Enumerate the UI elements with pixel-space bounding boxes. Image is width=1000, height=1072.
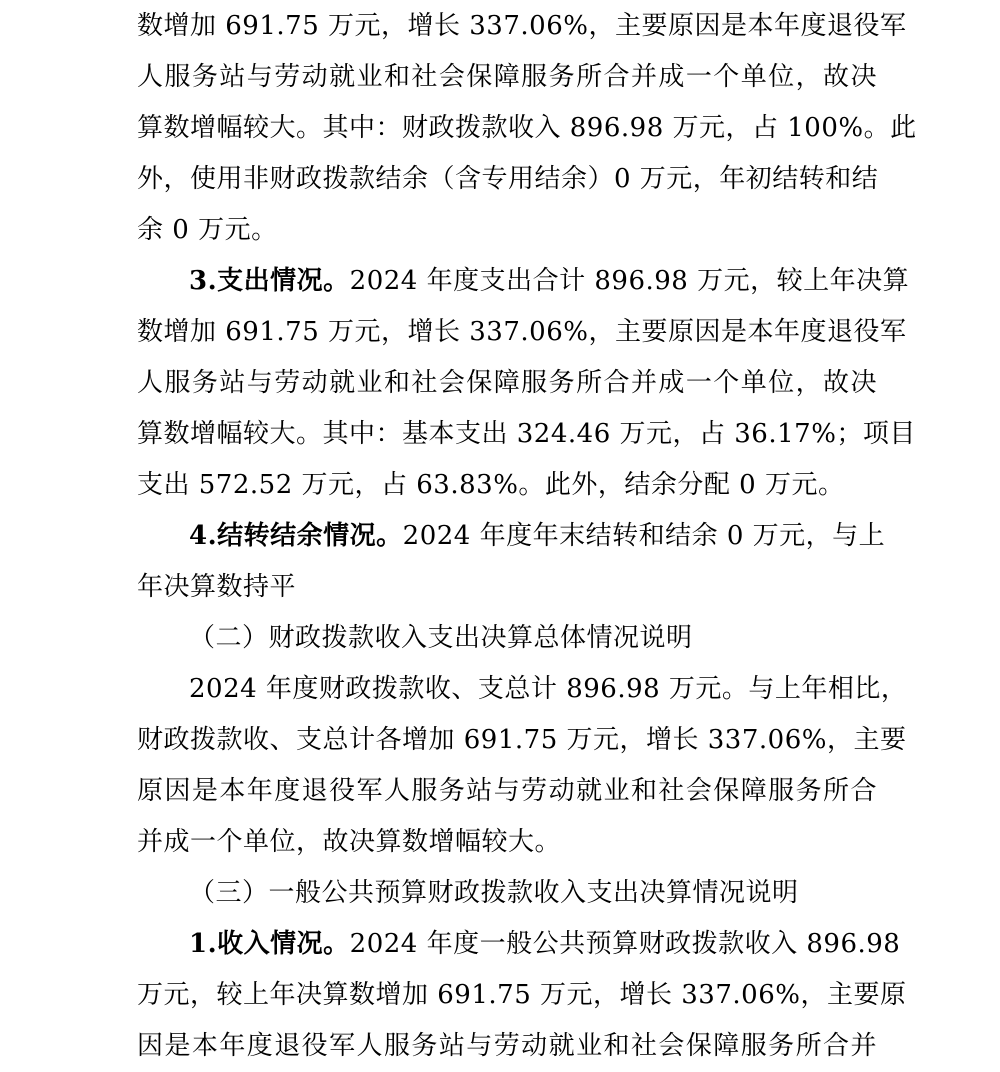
- text-line: 余 0 万元。: [137, 215, 278, 245]
- text-line: 因是本年度退役军人服务站与劳动就业和社会保障服务所合并: [137, 1031, 877, 1061]
- text-line: 人服务站与劳动就业和社会保障服务所合并成一个单位，故决: [137, 62, 877, 92]
- text-line: 人服务站与劳动就业和社会保障服务所合并成一个单位，故决: [137, 368, 877, 398]
- text-line: 数增加 691.75 万元，增长 337.06%，主要原因是本年度退役军: [137, 11, 907, 41]
- text-line: 万元，较上年决算数增加 691.75 万元，增长 337.06%，主要原: [137, 980, 907, 1010]
- text-line: 财政拨款收、支总计各增加 691.75 万元，增长 337.06%，主要: [137, 725, 907, 755]
- text-line: 数增加 691.75 万元，增长 337.06%，主要原因是本年度退役军: [137, 317, 907, 347]
- text-line: 算数增幅较大。其中：基本支出 324.46 万元，占 36.17%；项目: [137, 419, 916, 449]
- income-heading-line: 1.收入情况。2024 年度一般公共预算财政拨款收入 896.98: [189, 929, 901, 959]
- expenditure-heading-line: 3.支出情况。2024 年度支出合计 896.98 万元，较上年决算: [189, 266, 910, 296]
- text-line: 并成一个单位，故决算数增幅较大。: [137, 827, 562, 857]
- document-page: [137, 0, 917, 1072]
- text-line: 算数增幅较大。其中：财政拨款收入 896.98 万元，占 100%。此: [137, 113, 917, 143]
- text-line: 2024 年度财政拨款收、支总计 896.98 万元。与上年相比，: [189, 674, 908, 704]
- text-line: 支出 572.52 万元，占 63.83%。此外，结余分配 0 万元。: [137, 470, 845, 500]
- text-line: 外，使用非财政拨款结余（含专用结余）0 万元，年初结转和结: [137, 164, 879, 194]
- section-heading-income: 1.收入情况。: [189, 929, 350, 959]
- section-heading-expenditure: 3.支出情况。: [189, 266, 350, 296]
- text-line: 原因是本年度退役军人服务站与劳动就业和社会保障服务所合: [137, 776, 877, 806]
- section-heading-general-budget: （三）一般公共预算财政拨款收入支出决算情况说明: [189, 878, 799, 908]
- section-heading-fiscal-overview: （二）财政拨款收入支出决算总体情况说明: [189, 623, 693, 653]
- text-line: 年决算数持平: [137, 572, 297, 602]
- section-heading-carryover: 4.结转结余情况。: [189, 521, 403, 551]
- carryover-heading-line: 4.结转结余情况。2024 年度年末结转和结余 0 万元，与上: [189, 521, 886, 551]
